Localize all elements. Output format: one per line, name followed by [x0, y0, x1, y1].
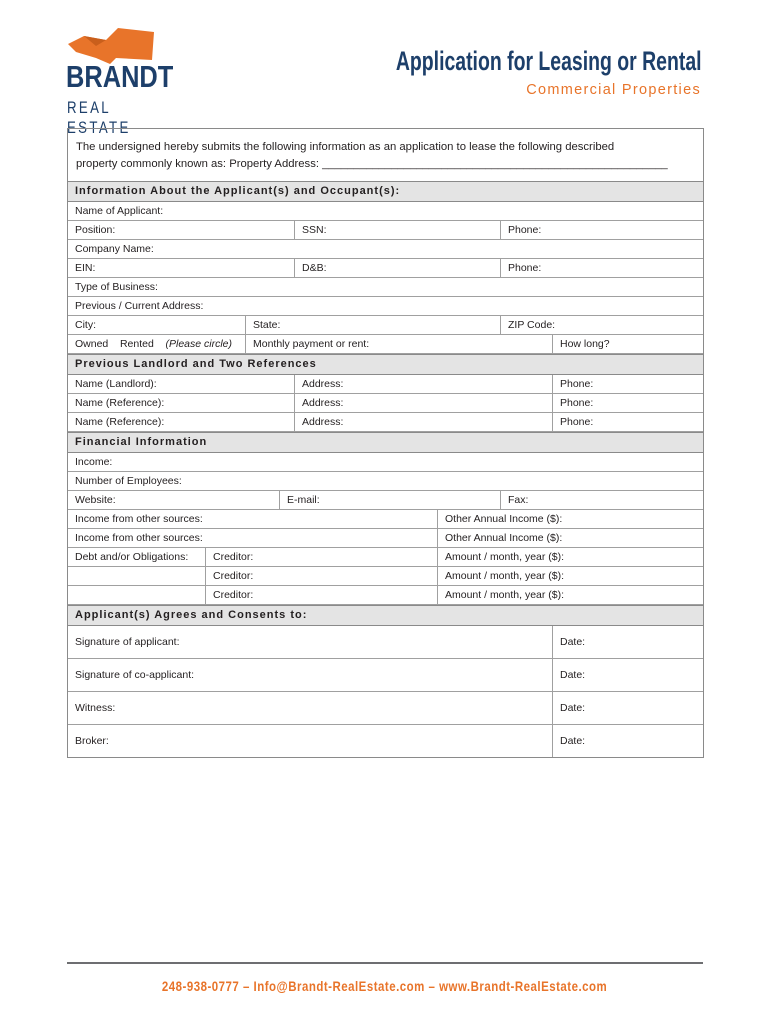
- signature-row: [68, 626, 703, 659]
- number-of-employees-field[interactable]: Number of Employees:: [75, 475, 182, 487]
- state-field[interactable]: State:: [245, 316, 500, 334]
- reference-2-phone-field[interactable]: Phone:: [552, 413, 703, 431]
- row-name-of-applicant: [68, 202, 703, 221]
- row-city: [68, 316, 703, 335]
- signature-row: [68, 725, 703, 757]
- reference-1-address-field[interactable]: Address:: [294, 394, 552, 412]
- document-title: Application for Leasing or Rental: [396, 46, 702, 76]
- debt-obligations-label: Debt and/or Obligations:: [75, 551, 189, 563]
- intro-line-1: The undersigned hereby submits the following information as an application to lease the following described: [76, 141, 615, 153]
- row-employees: [68, 472, 703, 491]
- row-company-name: [68, 240, 703, 259]
- rented-option[interactable]: Rented: [119, 338, 154, 350]
- document-subtitle: Commercial Properties: [526, 82, 701, 98]
- row-website: [68, 491, 703, 510]
- section-financial: Financial Information: [68, 432, 703, 453]
- footer-contact-text: 248-938-0777 – Info@Brandt-RealEstate.com – www.Brandt-RealEstate.com: [162, 978, 608, 994]
- footer-contact: [0, 978, 770, 994]
- section-references: Previous Landlord and Two References: [68, 354, 703, 375]
- owned-rented-choice: [68, 335, 245, 353]
- reference-1-phone-field[interactable]: Phone:: [552, 394, 703, 412]
- owned-option[interactable]: Owned: [75, 338, 109, 350]
- creditor-field-2[interactable]: Creditor:: [205, 567, 437, 585]
- dnb-field[interactable]: D&B:: [294, 259, 500, 277]
- witness-date-field[interactable]: Date:: [552, 692, 703, 724]
- landlord-name-field[interactable]: Name (Landlord):: [75, 378, 157, 390]
- row-other-income-2: [68, 529, 703, 548]
- landlord-phone-field[interactable]: Phone:: [552, 375, 703, 393]
- signature-applicant-field[interactable]: Signature of applicant:: [75, 636, 180, 648]
- city-field[interactable]: City:: [75, 319, 96, 331]
- landlord-address-field[interactable]: Address:: [294, 375, 552, 393]
- address-field[interactable]: Previous / Current Address:: [75, 300, 204, 312]
- row-debt-2: [68, 567, 703, 586]
- brand-name: BRANDT: [66, 59, 174, 94]
- reference-1-name-field[interactable]: Name (Reference):: [75, 397, 165, 409]
- type-of-business-field[interactable]: Type of Business:: [75, 281, 158, 293]
- row-income: [68, 453, 703, 472]
- creditor-field-1[interactable]: Creditor:: [205, 548, 437, 566]
- section-applicant: Information About the Applicant(s) and Occupant(s):: [68, 182, 703, 202]
- signature-row: [68, 659, 703, 692]
- other-annual-income-field-2[interactable]: Other Annual Income ($):: [437, 529, 703, 547]
- row-other-income-1: [68, 510, 703, 529]
- signature-co-applicant-date-field[interactable]: Date:: [552, 659, 703, 691]
- reference-row: [68, 394, 703, 413]
- brandt-logo: [66, 26, 174, 137]
- intro-line-2[interactable]: property commonly known as: Property Address: _______________________________________________________: [76, 158, 668, 170]
- row-type-of-business: [68, 278, 703, 297]
- reference-2-name-field[interactable]: Name (Reference):: [75, 416, 165, 428]
- row-ein: [68, 259, 703, 278]
- email-field[interactable]: E-mail:: [279, 491, 500, 509]
- other-annual-income-field-1[interactable]: Other Annual Income ($):: [437, 510, 703, 528]
- reference-row: [68, 375, 703, 394]
- name-of-applicant-field[interactable]: Name of Applicant:: [75, 205, 164, 217]
- section-consent: Applicant(s) Agrees and Consents to:: [68, 605, 703, 626]
- reference-2-address-field[interactable]: Address:: [294, 413, 552, 431]
- debt-spacer: [68, 567, 205, 585]
- monthly-payment-field[interactable]: Monthly payment or rent:: [245, 335, 552, 353]
- brand-subtitle: REAL ESTATE: [67, 98, 131, 137]
- row-address: [68, 297, 703, 316]
- phone-field-2[interactable]: Phone:: [500, 259, 703, 277]
- fax-field[interactable]: Fax:: [500, 491, 703, 509]
- how-long-field[interactable]: How long?: [552, 335, 703, 353]
- amount-field-2[interactable]: Amount / month, year ($):: [437, 567, 703, 585]
- application-form: [67, 128, 704, 758]
- row-debt-1: [68, 548, 703, 567]
- intro-paragraph: [68, 129, 703, 182]
- zip-code-field[interactable]: ZIP Code:: [500, 316, 703, 334]
- creditor-field-3[interactable]: Creditor:: [205, 586, 437, 604]
- income-field[interactable]: Income:: [75, 456, 113, 468]
- broker-date-field[interactable]: Date:: [552, 725, 703, 757]
- please-circle-note: (Please circle): [165, 338, 233, 350]
- row-position: [68, 221, 703, 240]
- ein-field[interactable]: EIN:: [75, 262, 96, 274]
- ssn-field[interactable]: SSN:: [294, 221, 500, 239]
- debt-spacer: [68, 586, 205, 604]
- signature-applicant-date-field[interactable]: Date:: [552, 626, 703, 658]
- signature-row: [68, 692, 703, 725]
- amount-field-3[interactable]: Amount / month, year ($):: [437, 586, 703, 604]
- signature-co-applicant-field[interactable]: Signature of co-applicant:: [75, 669, 195, 681]
- website-field[interactable]: Website:: [75, 494, 116, 506]
- row-owned-rented: [68, 335, 703, 354]
- witness-field[interactable]: Witness:: [75, 702, 116, 714]
- income-other-sources-field-2[interactable]: Income from other sources:: [75, 532, 203, 544]
- row-debt-3: [68, 586, 703, 605]
- amount-field-1[interactable]: Amount / month, year ($):: [437, 548, 703, 566]
- phone-field[interactable]: Phone:: [500, 221, 703, 239]
- company-name-field[interactable]: Company Name:: [75, 243, 154, 255]
- footer-divider: [67, 962, 703, 964]
- reference-row: [68, 413, 703, 432]
- income-other-sources-field-1[interactable]: Income from other sources:: [75, 513, 203, 525]
- broker-field[interactable]: Broker:: [75, 735, 109, 747]
- position-field[interactable]: Position:: [75, 224, 116, 236]
